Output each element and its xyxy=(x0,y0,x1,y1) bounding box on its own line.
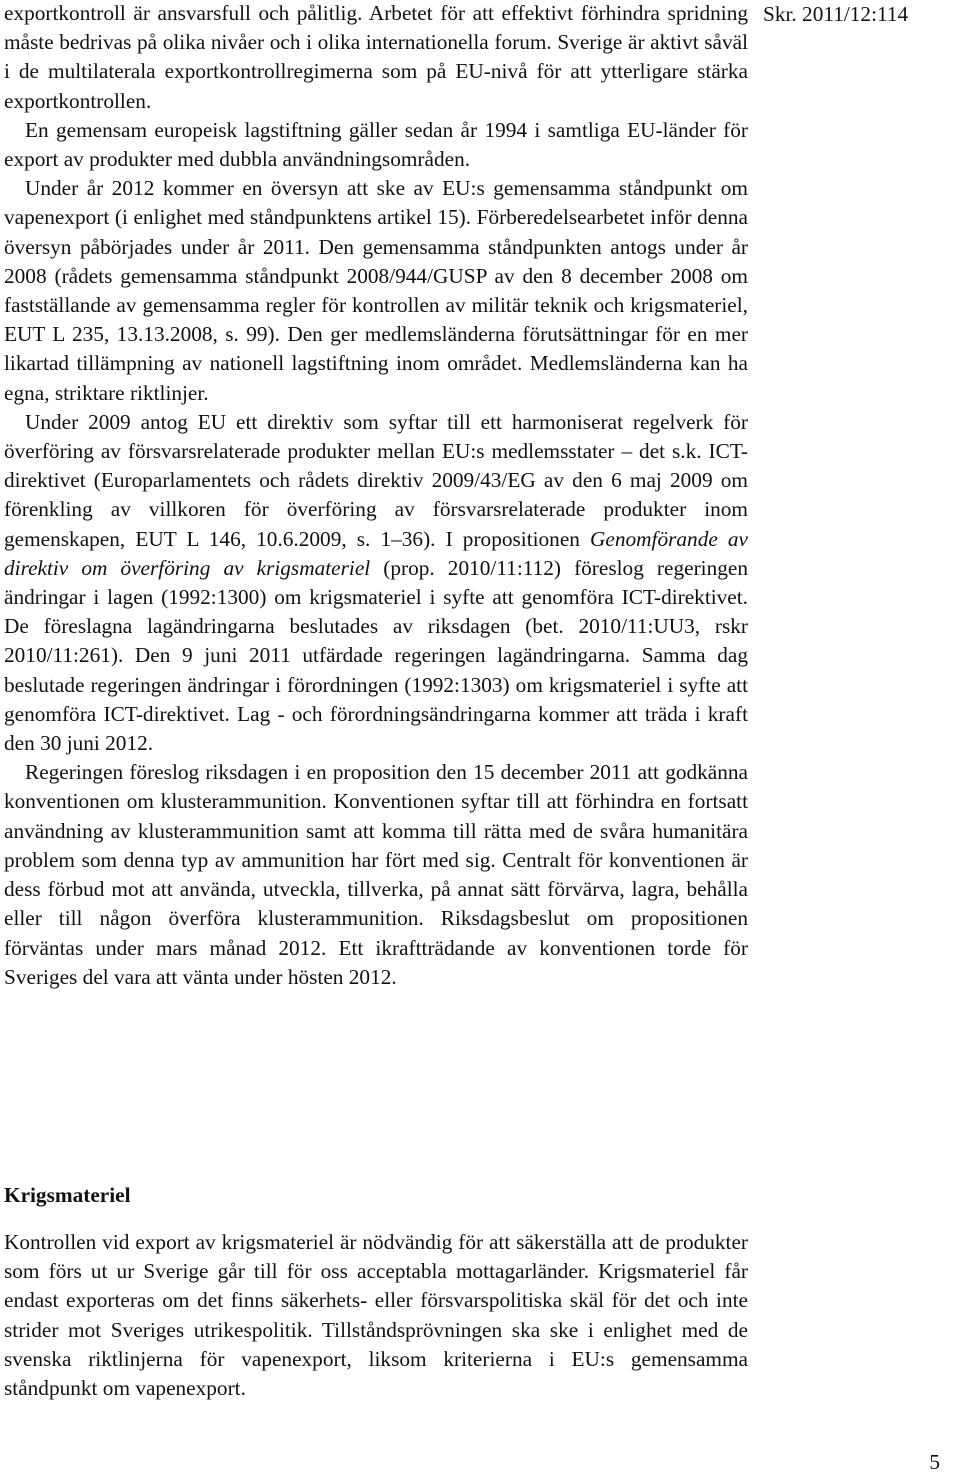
ict-directive-text-end: (prop. 2010/11:112) föreslog regeringen ändringar i lagen (1992:1300) om krigsmateriel i syfte att genomföra ICT-direktivet. De föreslagna lagändringarna beslutades av riksdagen (bet. 2010/11:UU3, rskr 2010/11:261). Den 9 juni 2011 utfärdade regeringen lagändringarna. Samma dag beslutade regeringen ändringar i förordningen (1992:1303) om krigsmateriel i syfte att genomföra ICT-direktivet. Lag - och förordningsändringarna kommer att träda i kraft den 30 juni 2012. xyxy=(4,555,748,756)
paragraph-eu-legislation: En gemensam europeisk lagstiftning gäller sedan år 1994 i samtliga EU-länder för export av produkter med dubbla användningsområden. xyxy=(4,117,748,172)
paragraph-ict-directive xyxy=(4,408,748,758)
page-number: 5 xyxy=(929,1450,940,1474)
paragraph-war-materiel-control: Kontrollen vid export av krigsmateriel är nödvändig för att säkerställa att de produkter som förs ut ur Sverige går till för oss acceptabla mottagarländer. Krigsmateriel får endast exporteras om det finns säkerhets- eller försvarspolitiska skäl för det och inte strider mot Sveriges utrikespolitik. Tillståndsprövningen ska ske i enlighet med de svenska riktlinjerna för vapenexport, liksom kriterierna i EU:s gemensamma ståndpunkt om vapenexport. xyxy=(4,1230,748,1401)
document-reference: Skr. 2011/12:114 xyxy=(763,2,909,26)
section-heading-krigsmateriel: Krigsmateriel xyxy=(4,1183,131,1207)
paragraph-export-control: exportkontroll är ansvarsfull och pålitlig. Arbetet för att effektivt förhindra spridning måste bedrivas på olika nivåer och i olika internationella forum. Sverige är aktivt såväl i de multilaterala exportkontrollregimerna som på EU-nivå för att ytterligare stärka exportkontrollen. xyxy=(4,1,748,113)
paragraph-common-position: Under år 2012 kommer en översyn att ske av EU:s gemensamma ståndpunkt om vapenexport (i enlighet med ståndpunktens artikel 15). Förberedelsearbetet inför denna översyn påbörjades under år 2011. Den gemensamma ståndpunkten antogs under år 2008 (rådets gemensamma ståndpunkt 2008/944/GUSP av den 8 december 2008 om fastställande av gemensamma regler för kontrollen av militär teknik och krigsmateriel, EUT L 235, 13.13.2008, s. 99). Den ger medlemsländerna förutsättningar för en mer likartad tillämpning av nationell lagstiftning inom området. Medlemsländerna kan ha egna, striktare riktlinjer. xyxy=(4,176,748,405)
body-text-upper xyxy=(4,0,748,992)
proposition-title: Genomförande av direktiv om överföring av krigsmateriel xyxy=(4,526,748,580)
paragraph-cluster-munitions: Regeringen föreslog riksdagen i en proposition den 15 december 2011 att godkänna konventionen om klusterammunition. Konventionen syftar till att förhindra en fortsatt användning av klusterammunition samt att komma till rätta med de svåra humanitära problem som denna typ av ammunition har fört med sig. Centralt för konventionen är dess förbud mot att använda, utveckla, tillverka, på annat sätt förvärva, lagra, behålla eller till någon överföra klusterammunition. Riksdagsbeslut om propositionen förväntas under mars månad 2012. Ett ikraftträdande av konventionen torde för Sveriges del vara att vänta under hösten 2012. xyxy=(4,760,748,989)
ict-directive-text-start: Under 2009 antog EU ett direktiv som syftar till ett harmoniserat regelverk för överföring av försvarsrelaterade produkter mellan EU:s medlemsstater – det s.k. ICT-direktivet (Europarlamentets och rådets direktiv 2009/43/EG av den 6 maj 2009 om förenkling av villkoren för överföring av försvarsrelaterade produkter inom gemenskapen, EUT L 146, 10.6.2009, s. 1–36). I propositionen xyxy=(4,409,748,551)
body-text-lower xyxy=(4,1228,748,1403)
